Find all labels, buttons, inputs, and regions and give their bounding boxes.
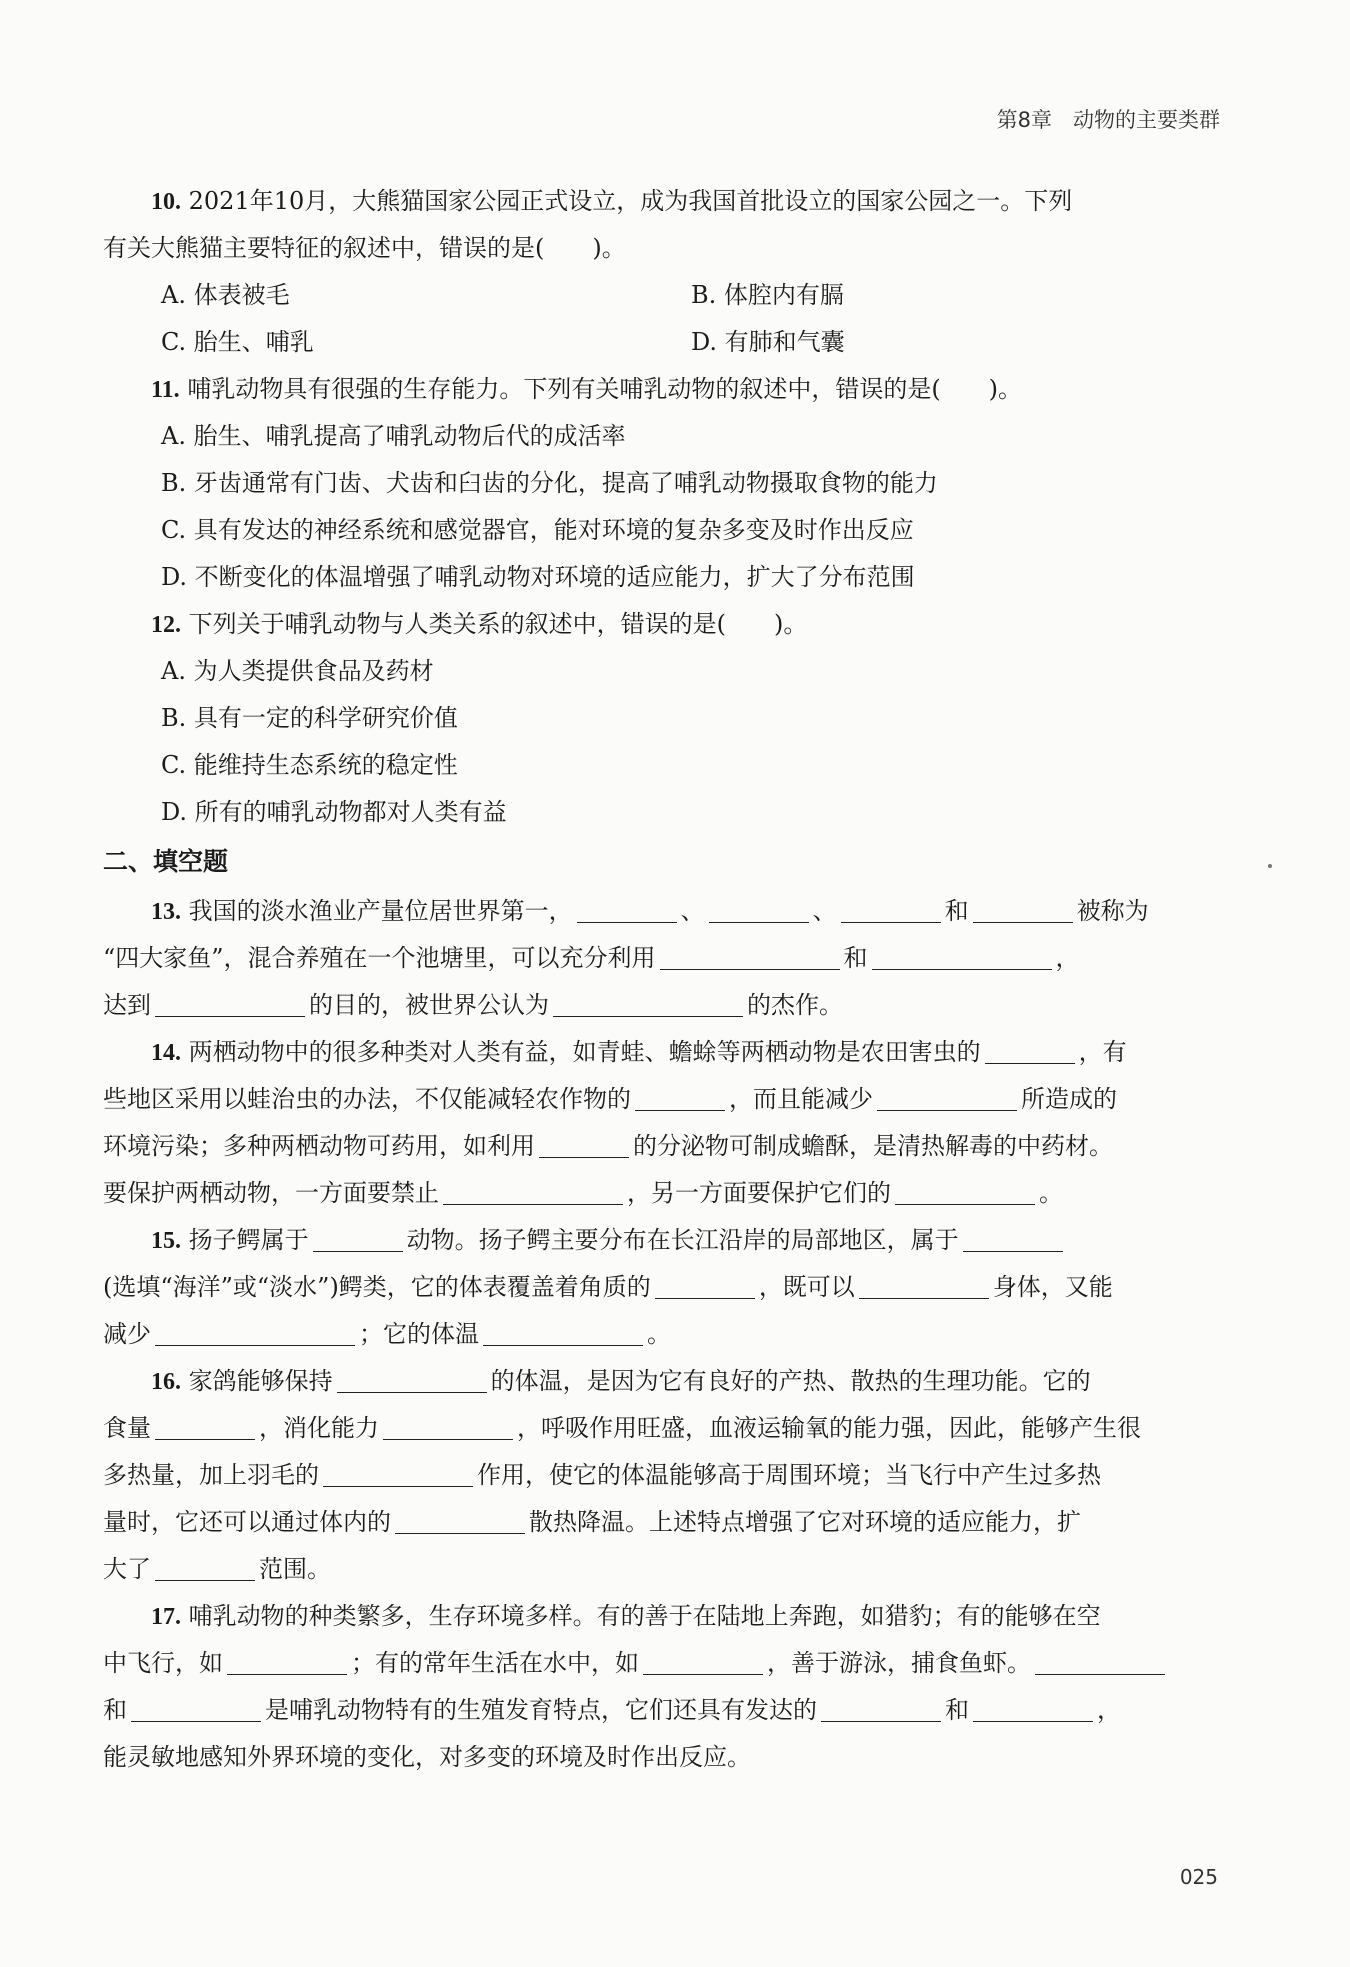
q16-blank-5[interactable] <box>395 1507 525 1534</box>
q17-text-7: 和 <box>945 1696 969 1724</box>
q14-line-3 <box>103 1123 1225 1170</box>
q10-stem-1: 2021年10月，大熊猫国家公园正式设立，成为我国首批设立的国家公园之一。下列 <box>181 187 1073 215</box>
q15-line-1 <box>103 1217 1225 1264</box>
q12-option-a[interactable]: A. 为人类提供食品及药材 <box>161 657 434 685</box>
q14-line-1 <box>103 1029 1225 1076</box>
q13-text-8: ， <box>1055 944 1080 972</box>
q16-line-2 <box>103 1405 1225 1452</box>
q12-stem: 下列关于哺乳动物与人类关系的叙述中，错误的是( )。 <box>181 610 808 638</box>
q10-options-row-1 <box>103 272 1225 319</box>
q13-blank-3[interactable] <box>841 896 941 923</box>
q11-number: 11. <box>151 377 180 403</box>
q16-blank-4[interactable] <box>323 1460 473 1487</box>
q16-text-2: 的体温，是因为它有良好的产热、散热的生理功能。它的 <box>490 1367 1091 1395</box>
q10-option-d[interactable]: D. 有肺和气囊 <box>691 328 845 356</box>
q15-line-2 <box>103 1264 1225 1311</box>
q17-text-5: 和 <box>103 1696 127 1724</box>
q14-text-8: 要保护两栖动物，一方面要禁止 <box>103 1179 439 1207</box>
q15-blank-5[interactable] <box>155 1319 355 1346</box>
q13-line-2 <box>103 935 1225 982</box>
q16-text-8: 量时，它还可以通过体内的 <box>103 1508 391 1536</box>
q12-option-b[interactable]: B. 具有一定的科学研究价值 <box>161 704 458 732</box>
q13-blank-4[interactable] <box>973 896 1073 923</box>
q14-line-2 <box>103 1076 1225 1123</box>
q16-text-9: 散热降温。上述特点增强了它对环境的适应能力，扩 <box>529 1508 1081 1536</box>
q16-blank-6[interactable] <box>155 1554 255 1581</box>
q13-line-3 <box>103 982 1225 1029</box>
q14-blank-3[interactable] <box>877 1084 1017 1111</box>
q17-line-1 <box>103 1593 1225 1640</box>
q17-blank-4[interactable] <box>131 1695 261 1722</box>
q13-text-1: 我国的淡水渔业产量位居世界第一， <box>181 897 573 925</box>
q14-blank-2[interactable] <box>635 1084 725 1111</box>
q14-text-1: 两栖动物中的很多种类对人类有益，如青蛙、蟾蜍等两栖动物是农田害虫的 <box>181 1038 981 1066</box>
q16-text-3: 食量 <box>103 1414 151 1442</box>
q13-line-1 <box>103 888 1225 935</box>
q10-number: 10. <box>151 189 181 215</box>
q14-text-4: ，而且能减少 <box>729 1085 873 1113</box>
q14-blank-1[interactable] <box>985 1037 1075 1064</box>
q14-text-10: 。 <box>1039 1179 1063 1207</box>
q15-text-6: 减少 <box>103 1320 151 1348</box>
q13-text-2: 、 <box>680 897 705 925</box>
q10-option-a[interactable]: A. 体表被毛 <box>161 281 290 309</box>
q17-blank-5[interactable] <box>821 1695 941 1722</box>
q16-line-1 <box>103 1358 1225 1405</box>
q16-text-4: ，消化能力 <box>259 1414 379 1442</box>
q16-text-11: 范围。 <box>259 1555 331 1583</box>
q14-blank-5[interactable] <box>443 1178 623 1205</box>
q15-blank-1[interactable] <box>313 1225 403 1252</box>
q17-text-4: ，善于游泳，捕食鱼虾。 <box>767 1649 1031 1677</box>
q17-blank-2[interactable] <box>643 1648 763 1675</box>
q14-text-7: 的分泌物可制成蟾酥，是清热解毒的中药材。 <box>633 1132 1113 1160</box>
q16-blank-1[interactable] <box>337 1366 487 1393</box>
q13-text-3: 、 <box>812 897 837 925</box>
q17-text-6: 是哺乳动物特有的生殖发育特点，它们还具有发达的 <box>265 1696 817 1724</box>
q14-text-5: 所造成的 <box>1021 1085 1117 1113</box>
q16-text-5: ，呼吸作用旺盛，血液运输氧的能力强，因此，能够产生很 <box>517 1414 1141 1442</box>
section-title-fill-blank: 二、填空题 <box>103 847 229 876</box>
q15-text-5: 身体，又能 <box>992 1273 1113 1301</box>
q13-number: 13. <box>151 899 181 925</box>
q15-blank-6[interactable] <box>483 1319 643 1346</box>
q15-number: 15. <box>151 1228 181 1254</box>
q13-text-7: 和 <box>843 944 868 972</box>
q17-blank-3[interactable] <box>1035 1648 1165 1675</box>
q14-line-4 <box>103 1170 1225 1217</box>
q16-number: 16. <box>151 1369 181 1395</box>
q16-text-10: 大了 <box>103 1555 151 1583</box>
q10-option-c[interactable]: C. 胎生、哺乳 <box>161 328 314 356</box>
q12-stem-line <box>103 601 1225 648</box>
q11-option-c[interactable]: C. 具有发达的神经系统和感觉器官，能对环境的复杂多变及时作出反应 <box>161 516 914 544</box>
q16-line-5 <box>103 1546 1225 1593</box>
scan-speck <box>1268 864 1272 868</box>
q16-blank-3[interactable] <box>383 1413 513 1440</box>
q13-blank-7[interactable] <box>155 990 305 1017</box>
q15-text-4: ，既可以 <box>758 1273 855 1301</box>
q15-text-7: ；它的体温 <box>359 1320 479 1348</box>
q10-options-row-2 <box>103 319 1225 366</box>
q17-line-4: 能灵敏地感知外界环境的变化，对多变的环境及时作出反应。 <box>103 1743 751 1771</box>
q10-line-1 <box>103 178 1225 225</box>
q17-line-3 <box>103 1687 1225 1734</box>
q17-number: 17. <box>151 1604 181 1630</box>
q13-text-4: 和 <box>944 897 969 925</box>
q12-option-d[interactable]: D. 所有的哺乳动物都对人类有益 <box>161 798 507 826</box>
q17-text-8: ， <box>1097 1696 1121 1724</box>
q11-option-a[interactable]: A. 胎生、哺乳提高了哺乳动物后代的成活率 <box>161 422 626 450</box>
q16-text-1: 家鸽能够保持 <box>181 1367 333 1395</box>
q14-text-6: 环境污染；多种两栖动物可药用，如利用 <box>103 1132 535 1160</box>
q10-option-b[interactable]: B. 体腔内有膈 <box>691 281 844 309</box>
q15-text-8: 。 <box>647 1320 671 1348</box>
q13-text-10: 的目的，被世界公认为 <box>309 991 549 1019</box>
q15-text-3: (选填“海洋”或“淡水”)鳄类，它的体表覆盖着角质的 <box>103 1273 651 1301</box>
q12-option-c[interactable]: C. 能维持生态系统的稳定性 <box>161 751 458 779</box>
q10-line-2: 有关大熊猫主要特征的叙述中，错误的是( )。 <box>103 234 626 262</box>
page-number: 025 <box>1179 1865 1218 1889</box>
q13-blank-8[interactable] <box>553 990 743 1017</box>
q13-text-6: “四大家鱼”，混合养殖在一个池塘里，可以充分利用 <box>103 944 656 972</box>
q11-option-d[interactable]: D. 不断变化的体温增强了哺乳动物对环境的适应能力，扩大了分布范围 <box>161 563 915 591</box>
q14-text-3: 些地区采用以蛙治虫的办法，不仅能减轻农作物的 <box>103 1085 631 1113</box>
q12-number: 12. <box>151 612 181 638</box>
q14-blank-4[interactable] <box>539 1131 629 1158</box>
chapter-header: 第8章 动物的主要类群 <box>996 108 1220 132</box>
q15-blank-4[interactable] <box>859 1272 989 1299</box>
q13-text-11: 的杰作。 <box>747 991 843 1019</box>
q14-number: 14. <box>151 1040 181 1066</box>
q17-text-1: 哺乳动物的种类繁多，生存环境多样。有的善于在陆地上奔跑，如猎豹；有的能够在空 <box>181 1602 1101 1630</box>
q11-stem-line <box>103 366 1225 413</box>
q17-blank-1[interactable] <box>227 1648 347 1675</box>
q17-blank-6[interactable] <box>973 1695 1093 1722</box>
q17-text-3: ；有的常年生活在水中，如 <box>351 1649 639 1677</box>
q17-text-2: 中飞行，如 <box>103 1649 223 1677</box>
page-content <box>103 178 1225 1781</box>
q14-text-9: ，另一方面要保护它们的 <box>627 1179 891 1207</box>
q13-blank-1[interactable] <box>577 896 677 923</box>
q16-line-4 <box>103 1499 1225 1546</box>
q13-blank-5[interactable] <box>660 943 840 970</box>
q15-blank-3[interactable] <box>655 1272 755 1299</box>
q16-text-6: 多热量，加上羽毛的 <box>103 1461 319 1489</box>
q13-text-9: 达到 <box>103 991 151 1019</box>
q17-line-2 <box>103 1640 1225 1687</box>
q16-line-3 <box>103 1452 1225 1499</box>
q15-line-3 <box>103 1311 1225 1358</box>
q13-text-5: 被称为 <box>1076 897 1149 925</box>
q15-blank-2[interactable] <box>963 1225 1063 1252</box>
q11-stem: 哺乳动物具有很强的生存能力。下列有关哺乳动物的叙述中，错误的是( )。 <box>179 375 1023 403</box>
q14-text-2: ，有 <box>1078 1038 1127 1066</box>
q13-blank-2[interactable] <box>709 896 809 923</box>
q13-blank-6[interactable] <box>872 943 1052 970</box>
q14-blank-6[interactable] <box>895 1178 1035 1205</box>
q16-blank-2[interactable] <box>155 1413 255 1440</box>
q15-text-1: 扬子鳄属于 <box>181 1226 309 1254</box>
q16-text-7: 作用，使它的体温能够高于周围环境；当飞行中产生过多热 <box>477 1461 1101 1489</box>
q11-option-b[interactable]: B. 牙齿通常有门齿、犬齿和臼齿的分化，提高了哺乳动物摄取食物的能力 <box>161 469 938 497</box>
q15-text-2: 动物。扬子鳄主要分布在长江沿岸的局部地区，属于 <box>406 1226 959 1254</box>
